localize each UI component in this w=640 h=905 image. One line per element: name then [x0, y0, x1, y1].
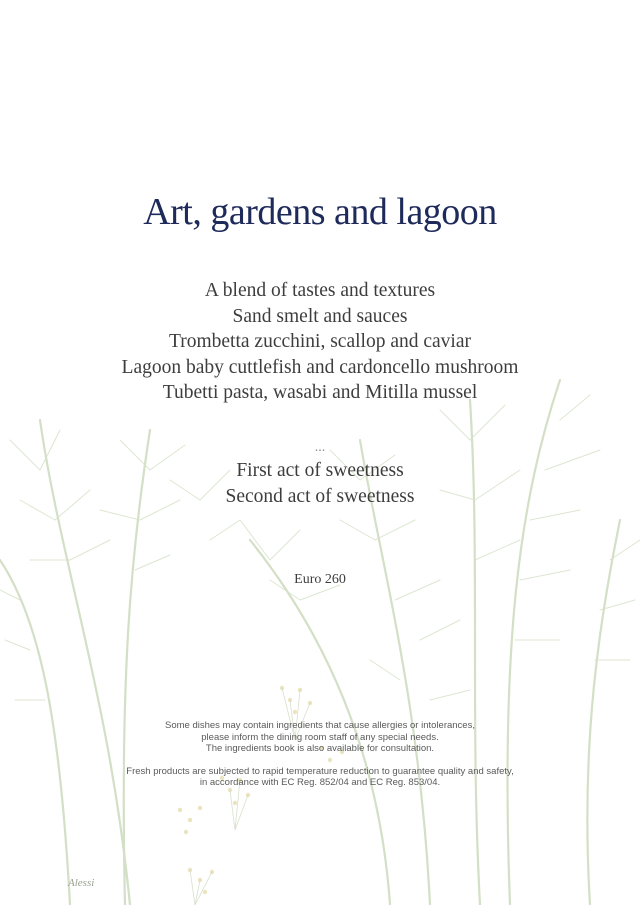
regulation-note-line: Fresh products are subjected to rapid temperature reduction to guarantee quality and safety, [126, 765, 514, 777]
section-separator: ... [314, 440, 326, 455]
allergy-note-line: please inform the dining room staff of any special needs. [201, 731, 439, 743]
note-spacer [0, 755, 640, 766]
allergy-note-line: Some dishes may contain ingredients that cause allergies or intolerances, [165, 720, 475, 731]
course-item: Sand smelt and sauces [232, 305, 408, 327]
dessert-list [0, 458, 640, 509]
allergy-note-line: The ingredients book is also available for consultation. [205, 743, 435, 754]
course-item: A blend of tastes and textures [204, 280, 436, 301]
course-item: Trombetta zucchini, scallop and caviar [169, 331, 471, 352]
course-list [0, 278, 640, 406]
footnotes [0, 720, 640, 789]
artist-signature: Alessi [68, 877, 95, 889]
course-item: Tubetti pasta, wasabi and Mitilla mussel [162, 382, 478, 403]
course-item: Lagoon baby cuttlefish and cardoncello mushroom [121, 356, 519, 378]
menu-title: Art, gardens and lagoon [143, 191, 497, 233]
menu-price: Euro 260 [294, 572, 346, 587]
dessert-item: First act of sweetness [236, 460, 404, 481]
regulation-note-line: in accordance with EC Reg. 852/04 and EC Reg. 853/04. [199, 777, 441, 788]
dessert-item: Second act of sweetness [225, 485, 415, 507]
